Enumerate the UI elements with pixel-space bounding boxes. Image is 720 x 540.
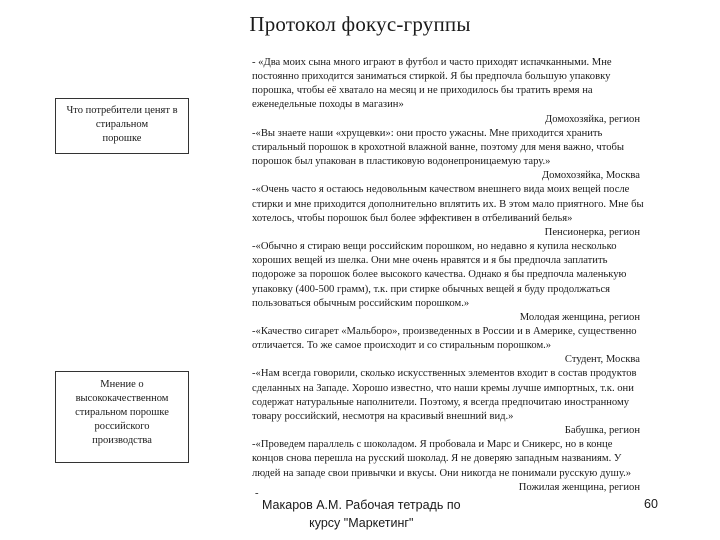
- quote-line: хотелось, чтобы порошок был более эффективен в отбеливаний белья»: [252, 212, 573, 224]
- quotes-column: [252, 56, 700, 495]
- quote-line: -«Качество сигарет «Мальборо», произведенных в России и в Америке, существенно: [252, 325, 637, 337]
- box-text-line: российского: [94, 421, 150, 432]
- quote-line: упаковку (400-500 грамм), т.к. при стирке обычных вещей я буду продолжаться: [252, 283, 611, 295]
- quote-line: подороже за порошок более высокого качества. Однако я бы предпочла маленькую: [252, 269, 627, 281]
- quote-line: стиральный порошок в крохотной влажной ванне, поэтому для меня важно, чтобы: [252, 141, 625, 153]
- quote-line: - «Два моих сына много играют в футбол и часто приходят испачканными. Мне: [252, 57, 612, 68]
- box-text-line: стиральном порошке: [75, 407, 169, 418]
- quote-line: людей на западе свои привычки и вкусы. Они никогда не понимали русскую душу.»: [252, 467, 632, 479]
- footer-citation: [262, 496, 461, 532]
- quote-line: -«Нам всегда говорили, сколько искусственных элементов входит в состав продуктов: [252, 368, 637, 380]
- quote-line: порошка, чтобы её хватало на месяц и не приходилось бы тратить время на: [252, 85, 593, 97]
- quote-author: Пожилая женщина, регион: [518, 481, 640, 493]
- quote-line: постоянно приходится заниматься стиркой. Я бы предпочла большую упаковку: [252, 71, 611, 83]
- quote-block: [252, 438, 700, 495]
- box-text-line: высококачественном: [75, 393, 169, 404]
- quote-line: еженедельные походы в магазин»: [252, 99, 404, 111]
- page-number: 60: [644, 497, 658, 511]
- quote-block: [252, 56, 700, 127]
- quote-block: [252, 240, 700, 325]
- box-text-line: порошке: [102, 133, 142, 144]
- footer-line-1: Макаров А.М. Рабочая тетрадь по: [262, 498, 461, 512]
- quote-block: [252, 183, 700, 240]
- quote-line: отличается. То же самое происходит и со стиральным порошком.»: [252, 340, 552, 352]
- quote-line: -«Обычно я стираю вещи российским порошком, но недавно я купила несколько: [252, 241, 617, 253]
- quote-line: -«Вы знаете наши «хрущевки»: они просто ужасны. Мне приходится хранить: [252, 127, 603, 139]
- quote-line: -«Проведем параллель с шоколадом. Я пробовала и Марс и Сникерс, но в конце: [252, 439, 613, 451]
- trailing-dash: -: [255, 488, 259, 499]
- footer-line-2: курсу "Маркетинг": [309, 516, 414, 530]
- quote-line: сделанных на Западе. Хорошо известно, что наши кремы лучше импортных, т.к. они: [252, 382, 634, 394]
- quote-author: Пенсионерка, регион: [544, 226, 640, 238]
- quote-line: содержат натуральные наполнители. Поэтому, я всегда предпочитаю иностранному: [252, 396, 630, 408]
- quote-line: порошок был упакован в пластиковую водонепроницаемую тару.»: [252, 156, 551, 168]
- quote-line: пользоваться обычным российским порошком.»: [252, 297, 470, 309]
- quote-author: Молодая женщина, регион: [519, 311, 640, 323]
- section-box-opinion: [55, 371, 189, 463]
- quote-author: Домохозяйка, регион: [545, 113, 640, 125]
- box-text-line: Что потребители ценят в: [66, 105, 178, 116]
- quote-block: [252, 367, 700, 438]
- quote-author: Студент, Москва: [564, 354, 640, 366]
- quote-block: [252, 325, 700, 367]
- quote-line: стирки и мне приходится дополнительно вплятить их. В этом мало приятного. Мне бы: [252, 198, 644, 210]
- quote-block: [252, 127, 700, 184]
- quote-author: Бабушка, регион: [564, 425, 640, 437]
- quote-line: -«Очень часто я остаюсь недовольным качеством внешнего вида моих вещей после: [252, 184, 630, 196]
- quote-line: концов снова перешла на русский шоколад. Я не доверяю западным названиям. У: [252, 453, 622, 465]
- box-text-line: стиральном: [95, 119, 149, 130]
- box-text-line: Мнение о: [100, 379, 144, 390]
- section-box-values: [55, 98, 189, 154]
- quote-line: товару российский, несмотря на красивый внешний вид.»: [252, 410, 514, 422]
- box-text-line: производства: [92, 435, 152, 446]
- quote-author: Домохозяйка, Москва: [541, 170, 640, 182]
- page-title: Протокол фокус-группы: [249, 12, 471, 36]
- quote-line: хороших вещей из шелка. Они мне очень нравятся и я бы предпочла заплатить: [252, 255, 608, 267]
